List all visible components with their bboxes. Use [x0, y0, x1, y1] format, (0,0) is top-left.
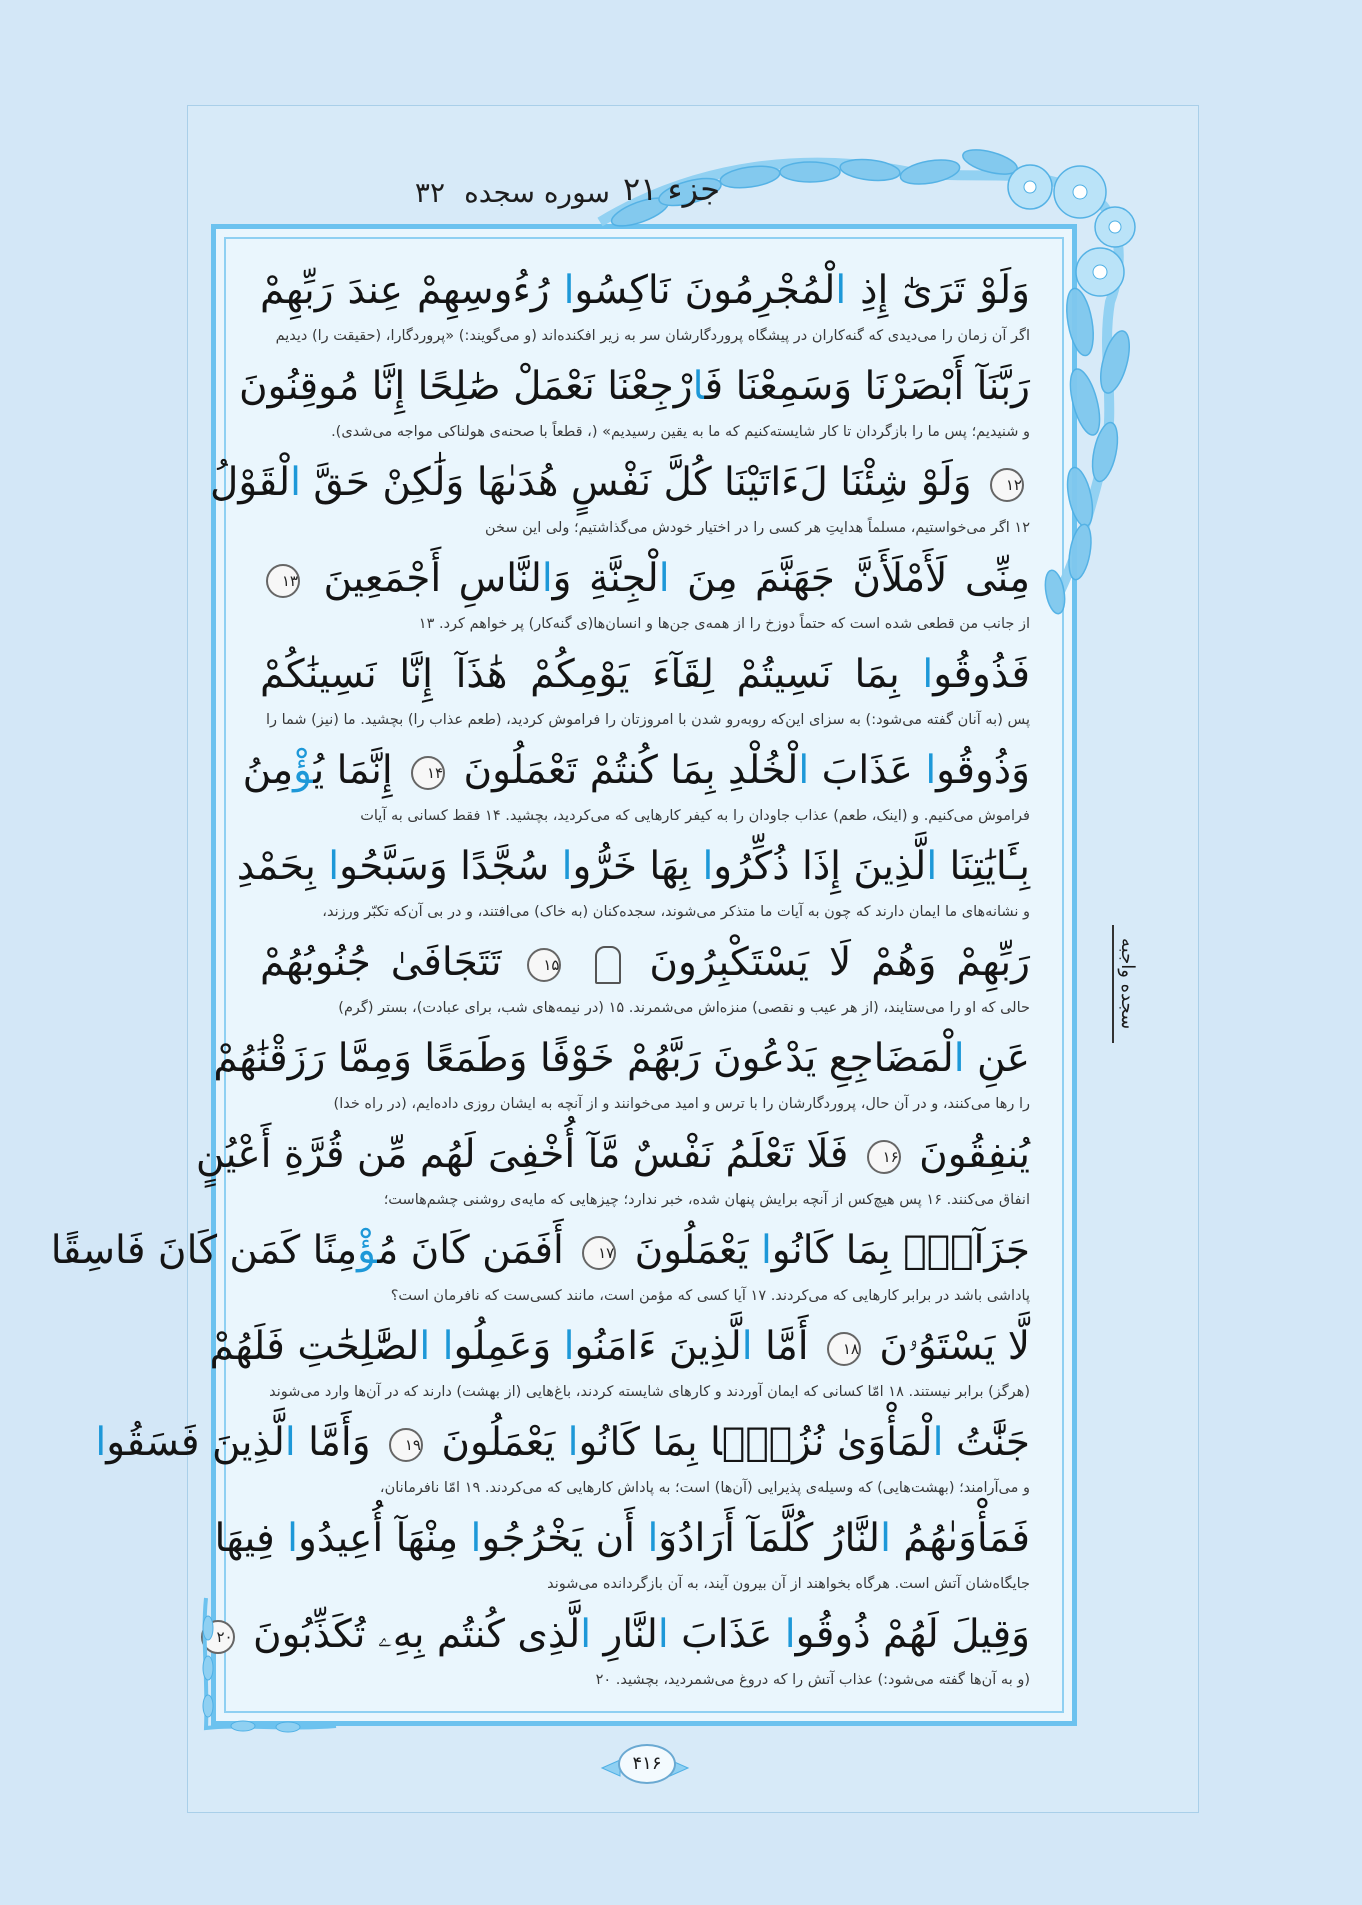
arabic-segment: لنَّارِ: [591, 1612, 658, 1657]
verse-number-marker: ۱۳: [266, 564, 300, 598]
translation-text: و نشانه‌های ما ایمان دارند که چون به آیات ما متذکر می‌شوند، سجده‌کنان (به خاک) می‌افتند، و در بی آن‌که تکبّر ورزند،: [322, 904, 1030, 920]
verse-line: [95, 1412, 1030, 1508]
arabic-segment: بِهَا خَرُّو: [572, 844, 703, 889]
verse-line: [209, 1316, 1030, 1412]
translation-text: و شنیدیم؛ پس ما را بازگردان تا کار شایسته‌کنیم که ما به یقین رسیدیم» (، قطعاً با صحنه‌ی هولناکی مواجه می‌شدی).: [331, 424, 1030, 440]
arabic-segment: يَعْمَلُونَ: [428, 1420, 568, 1465]
juz-label: جزء ۲۱: [622, 170, 720, 208]
arabic-segment: أَن يَخْرُجُو: [481, 1516, 648, 1561]
arabic-text: [260, 548, 1030, 610]
translation-text: از جانب من قطعی شده است که حتماً دوزخ را از همه‌ی جن‌ها و انسان‌ها(ی گنه‌کار) پر خواهم کرد. ۱۳: [418, 616, 1030, 632]
arabic-segment: وَقِيلَ لَهُمْ ذُوقُو: [795, 1612, 1030, 1657]
highlighted-letter: ا: [328, 844, 340, 889]
verse-line: [260, 548, 1030, 644]
surah-number: ۳۲: [414, 176, 445, 209]
translation-text: اگر آن زمان را می‌دیدی که گنه‌کاران در پیشگاه پروردگارشان سر به زیر افکنده‌اند (و می‌گویند:) «پروردگارا، (حقیقت را) دیدیم: [275, 328, 1030, 344]
arabic-segment: عَذَابَ: [668, 1612, 785, 1657]
arabic-segment: يَعْمَلُونَ: [622, 1228, 761, 1273]
highlighted-letter: ؤْ: [357, 1228, 378, 1273]
arabic-segment: [567, 940, 587, 985]
verse-number-marker: ۱۲: [990, 468, 1024, 502]
highlighted-letter: ا: [647, 1516, 659, 1561]
verse-number-marker: ۲۰: [201, 1620, 235, 1654]
verse-line: [242, 740, 1030, 836]
highlighted-letter: ا: [702, 844, 714, 889]
arabic-segment: بِـَٔايَٰتِنَا: [937, 844, 1030, 889]
highlighted-letter: ا: [835, 268, 847, 313]
page-number: ۴۱۶: [618, 1744, 676, 1784]
highlighted-letter: ا: [580, 1612, 592, 1657]
highlighted-letter: ا: [95, 1420, 107, 1465]
translation-text: فراموش می‌کنیم. و (اینک، طعم) عذاب جاودان را به کیفر کارهایی که می‌کردید، بچشید. ۱۴ فقط کسانی به آیات: [360, 808, 1030, 824]
highlighted-letter: ا: [692, 364, 705, 409]
arabic-segment: جَنَّٰتُ: [943, 1420, 1030, 1465]
highlighted-letter: ا: [798, 748, 810, 793]
translation-text: (و به آن‌ها گفته می‌شود:) عذاب آتش را که دروغ می‌شمردید، بچشید. ۲۰: [595, 1672, 1030, 1688]
arabic-segment: بِحَمْدِ: [236, 844, 329, 889]
arabic-segment: جَزَآءًۢ بِمَا كَانُو: [771, 1228, 1030, 1273]
highlighted-letter: ا: [784, 1612, 796, 1657]
arabic-segment: فَمَأْوَىٰهُمُ: [890, 1516, 1030, 1561]
arabic-text: [216, 1604, 1030, 1666]
translation-text: جایگاه‌شان آتش است. هرگاه بخواهند از آن بیرون آیند، به آن بازگردانده می‌شوند: [547, 1576, 1030, 1592]
translation-text: حالی که او را می‌ستایند، (از هر عیب و نقصی) منزه‌اش می‌شمرند. ۱۵ (در نیمه‌های شب، برای عبادت)، بستر (گرم): [338, 1000, 1030, 1016]
highlighted-letter: ا: [284, 1420, 296, 1465]
arabic-text: [209, 1316, 1030, 1378]
arabic-text: [242, 740, 1030, 802]
verse-line: [260, 932, 1030, 1028]
sajdah-mihrab-icon: [595, 946, 621, 984]
corner-ornament-icon: [198, 1598, 338, 1738]
arabic-segment: رَبِّهِمْ وَهُمْ لَا يَسْتَكْبِرُونَ: [629, 940, 1030, 985]
highlighted-letter: ا: [470, 1516, 482, 1561]
arabic-segment: وَأَمَّا: [295, 1420, 383, 1465]
verse-number-marker: ۱۸: [827, 1332, 861, 1366]
verse-line: [260, 644, 1030, 740]
highlighted-letter: ا: [925, 748, 937, 793]
arabic-text: [95, 1412, 1030, 1474]
page-header: [360, 170, 720, 220]
verse-line: [195, 1124, 1030, 1220]
verse-number-marker: ۱۵: [527, 948, 561, 982]
arabic-segment: فَلَا تَعْلَمُ نَفْسٌ مَّآ أُخْفِىَ لَهُم مِّن قُرَّةِ أَعْيُنٍ: [195, 1132, 861, 1177]
arabic-segment: مِنْهَآ أُعِيدُو: [298, 1516, 471, 1561]
highlighted-letter: ا: [953, 1036, 965, 1081]
translation-text: و می‌آرامند؛ (بهشت‌هایی) که وسیله‌ی پذیرایی (آن‌ها) است؛ به پاداش کارهایی که می‌کردند. ۱۹ امّا نافرمانان،: [379, 1480, 1030, 1496]
highlighted-letter: ا: [561, 844, 573, 889]
arabic-text: [236, 836, 1030, 898]
translation-text: ۱۲ اگر می‌خواستیم، مسلماً هدایتِ هر کسی را در اختیار خودش می‌گذاشتیم؛ ولی این سخن: [484, 520, 1030, 536]
highlighted-letter: ا: [290, 460, 301, 505]
highlighted-letter: ا: [658, 556, 670, 601]
highlighted-letter: ا: [287, 1516, 299, 1561]
verse-line: [213, 1028, 1030, 1124]
translation-text: انفاق می‌کنند. ۱۶ پس هیچ‌کس از آنچه برایش پنهان شده، خبر ندارد؛ چیزهایی که مایه‌ی روشنی چشم‌هاست؛: [383, 1192, 1030, 1208]
arabic-segment: لَّذِينَ فَسَقُو: [106, 1420, 285, 1465]
highlighted-letter: ا: [926, 844, 938, 889]
verse-line: [214, 1508, 1030, 1604]
verse-line: [236, 836, 1030, 932]
highlighted-letter: ا: [419, 1324, 431, 1369]
translation-text: پس (به آنان گفته می‌شود:) به سزای این‌که روبه‌رو شدن با امروزتان را فراموش کردید، (طعم عذاب را) بچشید. ما (نیز) شما را: [265, 712, 1030, 728]
translation-text: را رها می‌کنند، و در آن حال، پروردگارشان را با ترس و امید می‌خوانند و از آنچه به ایشان روزی داده‌ایم، (در راه خدا): [333, 1096, 1030, 1112]
arabic-segment: عَذَابَ: [809, 748, 926, 793]
arabic-segment: لْمُجْرِمُونَ نَاكِسُو: [574, 268, 836, 313]
arabic-segment: سُجَّدًا وَسَبَّحُو: [339, 844, 562, 889]
arabic-segment: لَّذِى كُنتُم بِهِۦ تُكَذِّبُونَ: [240, 1612, 581, 1657]
arabic-segment: بِمَا نَسِيتُمْ لِقَآءَ يَوْمِكُمْ هَٰذَآ إِنَّا نَسِينَٰكُمْ: [260, 652, 923, 697]
highlighted-letter: ا: [442, 1324, 454, 1369]
arabic-segment: إِنَّمَا يُ: [313, 748, 406, 793]
arabic-text: [195, 1124, 1030, 1186]
arabic-segment: لَّذِينَ ءَامَنُو: [574, 1324, 742, 1369]
highlighted-letter: ا: [932, 1420, 944, 1465]
verse-number-marker: ۱۹: [389, 1428, 423, 1462]
arabic-segment: وَذُوقُو: [936, 748, 1030, 793]
highlighted-letter: ا: [563, 1324, 575, 1369]
highlighted-letter: ا: [541, 556, 553, 601]
arabic-segment: لْمَأْوَىٰ نُزُلًۢا بِمَا كَانُو: [578, 1420, 933, 1465]
arabic-segment: تَتَجَافَىٰ جُنُوبُهُمْ: [260, 940, 522, 985]
highlighted-letter: ا: [567, 1420, 579, 1465]
arabic-segment: لنَّارُ كُلَّمَآ أَرَادُوٓ: [658, 1516, 881, 1561]
page-number-badge: [600, 1738, 690, 1788]
verse-number-marker: ۱۶: [867, 1140, 901, 1174]
surah-name: سوره سجده: [464, 176, 610, 209]
arabic-text: [260, 644, 1030, 706]
highlighted-letter: ا: [741, 1324, 753, 1369]
highlighted-letter: ا: [563, 268, 575, 313]
highlighted-letter: ؤْ: [293, 748, 314, 793]
arabic-segment: لْمَضَاجِعِ يَدْعُونَ رَبَّهُمْ خَوْفًا وَطَمَعًا وَمِمَّا رَزَقْنَٰهُمْ: [213, 1036, 954, 1081]
arabic-segment: رَبَّنَآ أَبْصَرْنَا وَسَمِعْنَا فَ: [704, 364, 1030, 409]
highlighted-letter: ا: [880, 1516, 891, 1561]
arabic-text: [213, 1028, 1030, 1090]
verse-number-marker: ۱۷: [582, 1236, 616, 1270]
translation-text: (هرگز) برابر نیستند. ۱۸ امّا کسانی که ایمان آوردند و کارهای شایسته کردند، باغ‌هایی (از بهشت) دارند که در آن‌ها وارد می‌شوند: [269, 1384, 1030, 1400]
verse-number-marker: ۱۴: [411, 756, 445, 790]
verse-line: [260, 260, 1030, 356]
verse-line: [238, 356, 1030, 452]
verse-line: [50, 1220, 1030, 1316]
arabic-segment: لْجِنَّةِ وَ: [552, 556, 659, 601]
sajdah-label: سجده واجبه: [1112, 925, 1140, 1043]
arabic-segment: لْخُلْدِ بِمَا كُنتُمْ تَعْمَلُونَ: [451, 748, 799, 793]
arabic-text: [260, 932, 1030, 994]
arabic-segment: يُنفِقُونَ: [906, 1132, 1030, 1177]
verse-line: [216, 1604, 1030, 1700]
arabic-segment: عَنِ: [964, 1036, 1030, 1081]
highlighted-letter: ا: [760, 1228, 772, 1273]
arabic-segment: لصَّٰلِحَٰتِ فَلَهُمْ: [209, 1324, 420, 1369]
arabic-segment: رْجِعْنَا نَعْمَلْ صَٰلِحًا إِنَّا مُوقِنُونَ: [238, 364, 693, 409]
arabic-segment: فَذُوقُو: [933, 652, 1030, 697]
arabic-segment: مِنُ: [242, 748, 294, 793]
highlighted-letter: ا: [922, 652, 934, 697]
arabic-segment: وَلَوْ تَرَىٰٓ إِذِ: [846, 268, 1031, 313]
arabic-text: [209, 452, 1030, 514]
arabic-segment: رُءُوسِهِمْ عِندَ رَبِّهِمْ: [260, 268, 564, 313]
arabic-segment: وَعَمِلُو: [453, 1324, 564, 1369]
arabic-text: [214, 1508, 1030, 1570]
arabic-segment: أَمَّا: [752, 1324, 821, 1369]
arabic-segment: لْقَوْلُ: [209, 460, 291, 505]
arabic-segment: مِنِّى لَأَمْلَأَنَّ جَهَنَّمَ مِنَ: [669, 556, 1030, 601]
verse-line: [209, 452, 1030, 548]
arabic-segment: أَفَمَن كَانَ مُ: [377, 1228, 577, 1273]
arabic-text: [50, 1220, 1030, 1282]
arabic-segment: فِيهَا: [214, 1516, 288, 1561]
arabic-segment: لَّذِينَ إِذَا ذُكِّرُو: [713, 844, 927, 889]
arabic-segment: لنَّاسِ أَجْمَعِينَ: [306, 556, 542, 601]
translation-text: پاداشی باشد در برابر کارهایی که می‌کردند. ۱۷ آیا کسی که مؤمن است، مانند کسی‌ست که نافرمان است؟: [390, 1288, 1030, 1304]
arabic-segment: مِنًا كَمَن كَانَ فَاسِقًا: [50, 1228, 358, 1273]
arabic-text: [238, 356, 1030, 418]
arabic-segment: وَلَوْ شِئْنَا لَءَاتَيْنَا كُلَّ نَفْسٍ هُدَىٰهَا وَلَٰكِنْ حَقَّ: [300, 460, 984, 505]
arabic-segment: [430, 1324, 442, 1369]
arabic-text: [260, 260, 1030, 322]
arabic-segment: لَّا يَسْتَوُۥنَ: [867, 1324, 1030, 1369]
highlighted-letter: ا: [657, 1612, 669, 1657]
